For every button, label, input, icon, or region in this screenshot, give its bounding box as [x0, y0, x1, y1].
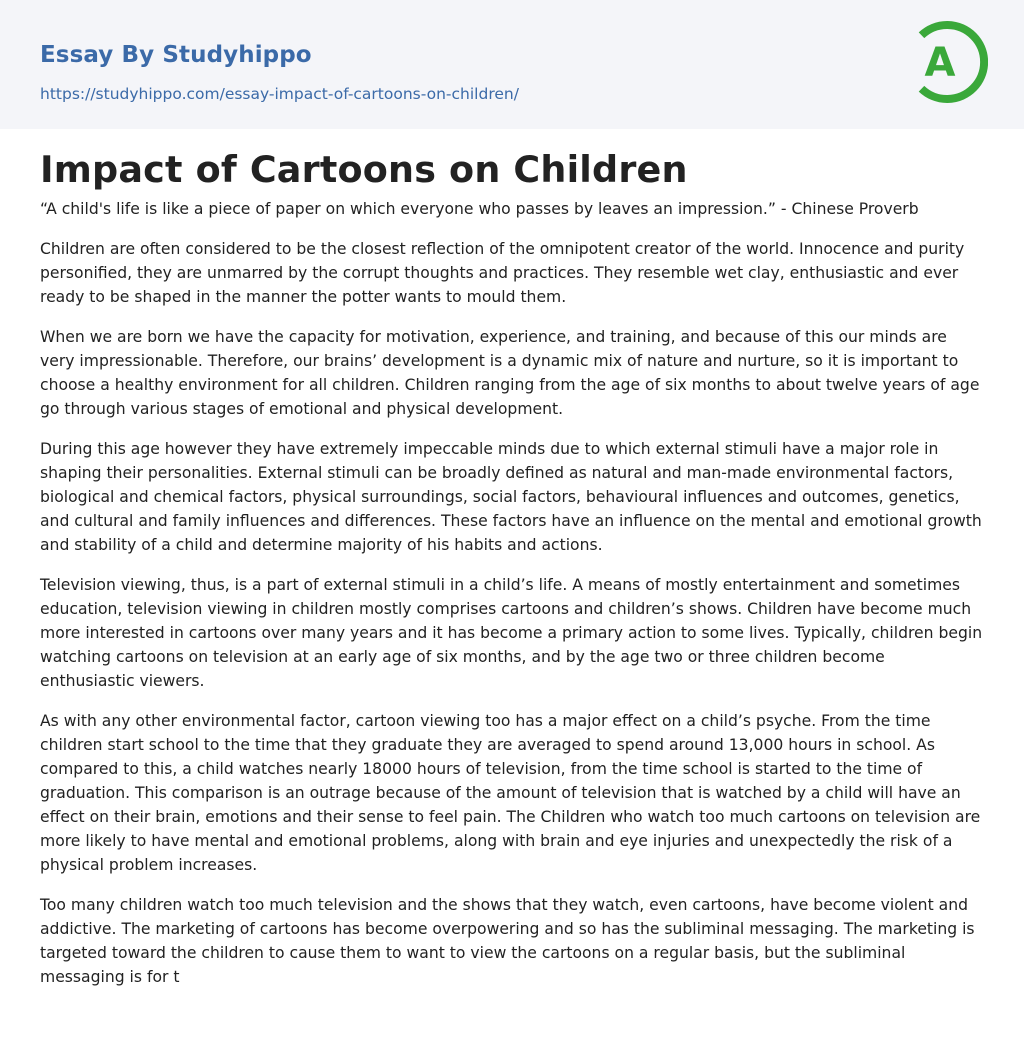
article-url-link[interactable]: https://studyhippo.com/essay-impact-of-cartoons-on-children/: [40, 85, 519, 103]
article-paragraph: As with any other environmental factor, cartoon viewing too has a major effect on a child’s psyche. From the time children start school to the time that they graduate they are averaged to spend around 13,000 hours in school. As compared to this, a child watches nearly 18000 hours of television, from the time school is started to the time of graduation. This comparison is an outrage because of the amount of television that is watched by a child will have an effect on their brain, emotions and their sense to feel pain. The Children who watch too much cartoons on television are more likely to have mental and emotional problems, along with brain and eye injuries and unexpectedly the risk of a physical problem increases.: [40, 712, 981, 874]
article-paragraph: Television viewing, thus, is a part of external stimuli in a child’s life. A means of mostly entertainment and sometimes education, television viewing in children mostly comprises cartoons and children’s shows. Children have become much more interested in cartoons over many years and it has become a primary action to some lives. Typically, children begin watching cartoons on television at an early age of six months, and by the age two or three children become enthusiastic viewers.: [40, 576, 983, 690]
site-header: [0, 0, 1024, 129]
article-title: Impact of Cartoons on Children: [40, 148, 688, 191]
article-paragraph: During this age however they have extremely impeccable minds due to which external stimuli have a major role in shaping their personalities. External stimuli can be broadly defined as natural and man-made environmental factors, biological and chemical factors, physical surroundings, social factors, behavioural influences and outcomes, genetics, and cultural and family influences and differences. These factors have an influence on the mental and emotional growth and stability of a child and determine majority of his habits and actions.: [40, 440, 982, 554]
studyhippo-a-logo-icon[interactable]: [900, 18, 988, 106]
article-paragraph: Children are often considered to be the closest reflection of the omnipotent creator of the world. Innocence and purity personified, they are unmarred by the corrupt thoughts and practices. They resemble wet clay, enthusiastic and ever ready to be shaped in the manner the potter wants to mould them.: [40, 240, 965, 306]
logo-letter: A: [924, 40, 956, 86]
article-paragraph: Too many children watch too much television and the shows that they watch, even cartoons, have become violent and addictive. The marketing of cartoons has become overpowering and so has the subliminal messaging. The marketing is targeted toward the children to cause them to want to view the cartoons on a regular basis, but the subliminal messaging is for t: [40, 896, 975, 986]
article: [0, 147, 1024, 989]
site-brand[interactable]: Essay By Studyhippo: [40, 42, 312, 68]
article-paragraph: When we are born we have the capacity for motivation, experience, and training, and because of this our minds are very impressionable. Therefore, our brains’ development is a dynamic mix of nature and nurture, so it is important to choose a healthy environment for all children. Children ranging from the age of six months to about twelve years of age go through various stages of emotional and physical development.: [40, 328, 980, 418]
article-quote: “A child's life is like a piece of paper on which everyone who passes by leaves an impression.” - Chinese Proverb: [40, 200, 919, 218]
